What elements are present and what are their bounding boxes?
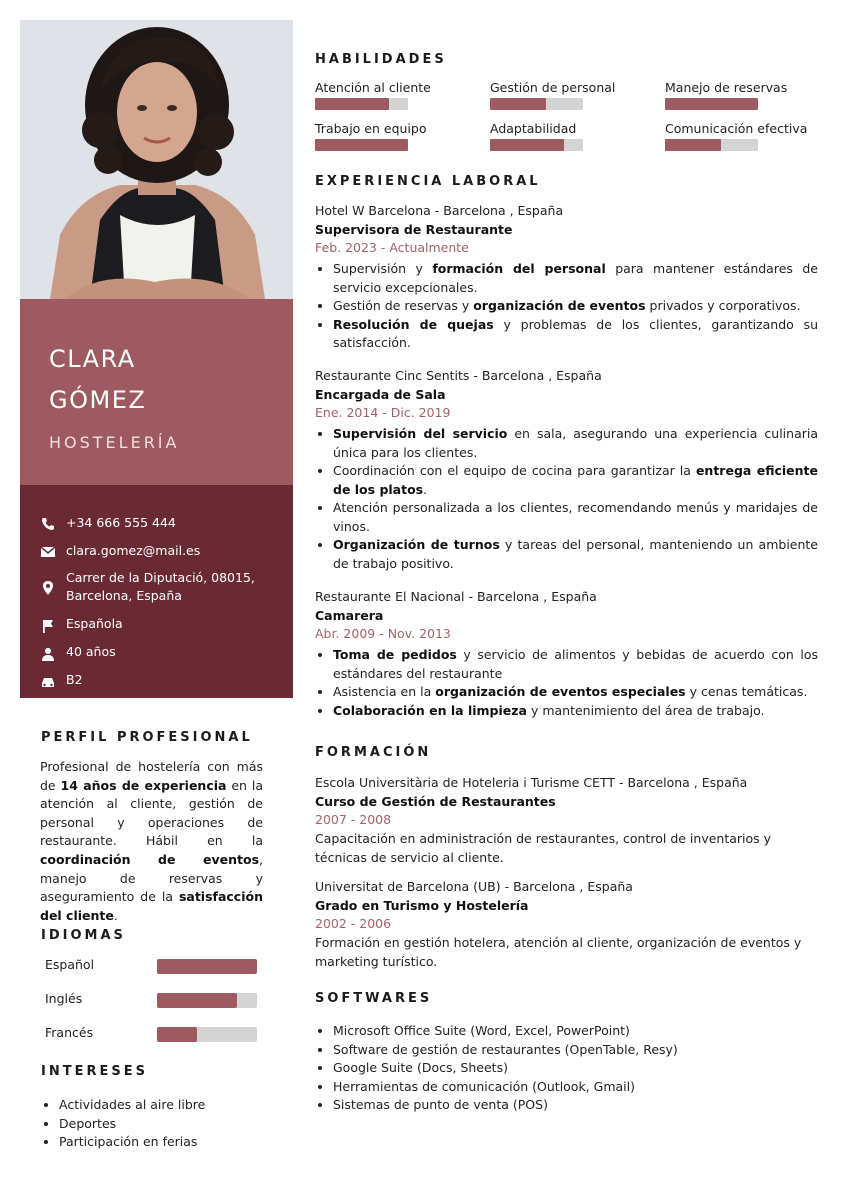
text-segment: .: [423, 481, 428, 497]
education-school: Universitat de Barcelona (UB) - Barcelona , España: [315, 879, 633, 894]
language-level-fill: [157, 993, 237, 1008]
text-segment: Supervisión y: [333, 261, 433, 276]
job-duty-item: [333, 425, 818, 462]
interests-section-title: INTERESES: [41, 1064, 148, 1079]
list-item: • Deportes: [59, 1115, 289, 1134]
text-segment: Coordinación con el equipo de cocina para garantizar la: [333, 463, 696, 478]
emphasis-text: Supervisión del servicio: [333, 426, 508, 441]
skill-item: [665, 121, 825, 155]
skill-name: Manejo de reservas: [665, 80, 788, 95]
job-duty-item: [333, 462, 818, 499]
text-segment: y tareas del personal, manteniendo un ambiente de trabajo positivo.: [333, 537, 818, 571]
language-name: Francés: [45, 1025, 94, 1040]
skill-item: [490, 80, 650, 114]
emphasis-text: formación del personal: [432, 261, 606, 276]
job-position: Supervisora de Restaurante: [315, 222, 513, 237]
text-segment: para mantener estándares de servicio excepcionales.: [333, 261, 818, 295]
contact-text: 40 años: [66, 644, 116, 659]
emphasis-text: Resolución de quejas: [333, 316, 494, 332]
education-dates: 2002 - 2006: [315, 916, 392, 931]
flag-icon: [40, 618, 56, 634]
skill-level-fill: [315, 98, 389, 110]
job-position: Encargada de Sala: [315, 387, 446, 402]
job-duty-item: [333, 297, 818, 316]
software-list: [315, 1022, 833, 1115]
list-item: • Microsoft Office Suite (Word, Excel, PowerPoint): [333, 1022, 833, 1041]
language-level-bar: [157, 993, 257, 1008]
emphasis-text: 14 años de experiencia: [60, 777, 227, 793]
job-duties-list: [315, 425, 818, 573]
job-dates: Abr. 2009 - Nov. 2013: [315, 626, 451, 641]
skills-section-title: HABILIDADES: [315, 52, 447, 67]
text-segment: .: [113, 907, 118, 923]
language-level-bar: [157, 959, 257, 974]
language-row: [45, 991, 260, 1009]
skill-item: [315, 80, 475, 114]
skill-level-fill: [315, 139, 408, 151]
list-item: • Sistemas de punto de venta (POS): [333, 1096, 833, 1115]
contact-text: Carrer de la Diputació, 08015, Barcelona, España: [66, 570, 255, 603]
skill-level-bar: [490, 139, 583, 151]
language-row: [45, 957, 260, 975]
job-company: Restaurante El Nacional - Barcelona , España: [315, 589, 597, 604]
education-entry: [315, 774, 821, 867]
list-item: • Actividades al aire libre: [59, 1096, 289, 1115]
language-level-bar: [157, 1027, 257, 1042]
text-segment: Atención personalizada a los clientes, recomendando menús y maridajes de vinos.: [333, 500, 818, 534]
job-duties-list: [315, 260, 818, 353]
text-segment: y problemas de los clientes, garantizando su satisfacción.: [333, 316, 818, 350]
job-duties-list: [315, 646, 818, 720]
language-row: [45, 1025, 260, 1043]
emphasis-text: organización de eventos: [473, 298, 646, 313]
job-duty-item: [333, 702, 818, 721]
job-entry: [315, 588, 818, 720]
job-entry: [315, 202, 818, 353]
skill-item: [315, 121, 475, 155]
emphasis-text: satisfacción del cliente: [40, 889, 263, 923]
job-company: Restaurante Cinc Sentits - Barcelona , España: [315, 368, 602, 383]
job-duty-item: [333, 683, 818, 702]
contact-text: B2: [66, 672, 83, 687]
skill-level-bar: [490, 98, 583, 110]
skill-name: Trabajo en equipo: [315, 121, 427, 136]
text-segment: Gestión de reservas y: [333, 298, 474, 313]
profile-photo: [20, 20, 293, 299]
location-pin-icon: [40, 580, 56, 596]
list-item: • Herramientas de comunicación (Outlook, Gmail): [333, 1078, 833, 1097]
skill-level-fill: [490, 98, 546, 110]
mail-icon: [40, 544, 56, 560]
skill-item: [665, 80, 825, 114]
contact-text: Española: [66, 616, 123, 631]
profile-section-title: PERFIL PROFESIONAL: [41, 730, 253, 745]
skill-level-bar: [315, 98, 408, 110]
skill-item: [490, 121, 650, 155]
software-section-title: SOFTWARES: [315, 991, 433, 1006]
job-duty-item: [333, 646, 818, 683]
text-segment: y cenas temáticas.: [685, 684, 808, 699]
skill-level-bar: [315, 139, 408, 151]
job-duty-item: [333, 536, 818, 573]
phone-icon: [40, 516, 56, 532]
education-degree: Grado en Turismo y Hostelería: [315, 898, 529, 913]
job-entry: [315, 367, 818, 573]
profile-summary: [40, 758, 263, 925]
languages-section-title: IDIOMAS: [41, 928, 126, 943]
job-duty-item: [333, 316, 818, 353]
contact-text: +34 666 555 444: [66, 515, 176, 530]
education-degree: Curso de Gestión de Restaurantes: [315, 794, 556, 809]
emphasis-text: Organización de turnos: [333, 537, 500, 552]
skill-level-fill: [665, 98, 758, 110]
first-name: CLARA: [49, 345, 136, 373]
text-segment: Profesional de hostelería con más de: [40, 759, 263, 793]
education-school: Escola Universitària de Hoteleria i Turisme CETT - Barcelona , España: [315, 775, 748, 790]
car-icon: [40, 674, 56, 690]
emphasis-text: Colaboración en la limpieza: [333, 702, 527, 718]
text-segment: , manejo de reservas y aseguramiento de la: [40, 851, 263, 905]
text-segment: privados y corporativos.: [645, 298, 801, 313]
emphasis-text: entrega eficiente de los platos: [333, 463, 819, 497]
job-dates: Feb. 2023 - Actualmente: [315, 240, 469, 255]
contact-text: clara.gomez@mail.es: [66, 543, 201, 558]
last-name: GÓMEZ: [49, 386, 147, 414]
skill-name: Adaptabilidad: [490, 121, 577, 136]
education-description: Formación en gestión hotelera, atención al cliente, organización de eventos y marketing turístico.: [315, 935, 802, 969]
education-dates: 2007 - 2008: [315, 812, 392, 827]
language-level-fill: [157, 1027, 197, 1042]
job-position: Camarera: [315, 608, 384, 623]
interests-list: [41, 1096, 289, 1152]
experience-section-title: EXPERIENCIA LABORAL: [315, 174, 541, 189]
education-entry: [315, 878, 821, 971]
education-section-title: FORMACIÓN: [315, 745, 432, 760]
name-banner: [20, 299, 293, 485]
education-description: Capacitación en administración de restaurantes, control de inventarios y técnicas de servicio al cliente.: [315, 831, 772, 865]
language-level-fill: [157, 959, 257, 974]
skill-level-bar: [665, 98, 758, 110]
skill-name: Comunicación efectiva: [665, 121, 808, 136]
skill-name: Atención al cliente: [315, 80, 431, 95]
text-segment: y servicio de alimentos y bebidas de acuerdo con los estándares del restaurante: [333, 647, 818, 681]
skill-level-fill: [490, 139, 564, 151]
job-duty-item: [333, 260, 818, 297]
person-icon: [40, 646, 56, 662]
text-segment: Asistencia en la: [333, 684, 436, 699]
portrait-illustration: [20, 20, 293, 299]
emphasis-text: Toma de pedidos: [333, 647, 457, 662]
job-company: Hotel W Barcelona - Barcelona , España: [315, 203, 564, 218]
skill-level-fill: [665, 139, 721, 151]
skill-level-bar: [665, 139, 758, 151]
text-segment: en la atención al cliente, gestión de personal y operaciones de restaurante. Hábil en la: [40, 777, 263, 849]
text-segment: en sala, asegurando una experiencia culinaria única para los clientes.: [333, 426, 818, 460]
list-item: • Google Suite (Docs, Sheets): [333, 1059, 833, 1078]
role-title: HOSTELERÍA: [49, 433, 180, 452]
list-item: • Software de gestión de restaurantes (OpenTable, Resy): [333, 1041, 833, 1060]
language-name: Inglés: [45, 991, 83, 1006]
emphasis-text: coordinación de eventos: [40, 851, 260, 867]
list-item: • Participación en ferias: [59, 1133, 289, 1152]
contact-panel: [20, 485, 293, 698]
job-dates: Ene. 2014 - Dic. 2019: [315, 405, 451, 420]
job-duty-item: [333, 499, 818, 536]
skill-name: Gestión de personal: [490, 80, 616, 95]
text-segment: y mantenimiento del área de trabajo.: [526, 702, 765, 718]
emphasis-text: organización de eventos especiales: [435, 684, 686, 699]
language-name: Español: [45, 957, 95, 972]
